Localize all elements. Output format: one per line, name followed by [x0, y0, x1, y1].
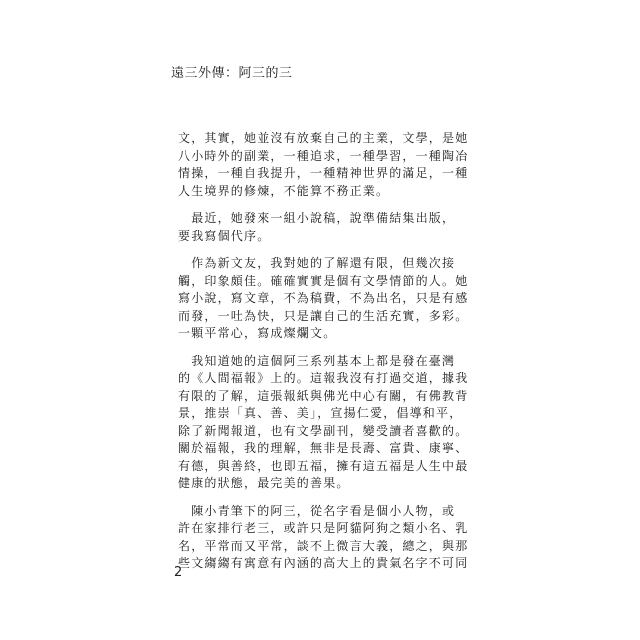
paragraph: [178, 130, 478, 200]
text-line: 有德，與善終，也即五福，擁有這五福是人生中最: [178, 458, 469, 473]
text-line: 陳小青筆下的阿三，從名字看是個小人物，或: [178, 503, 456, 518]
text-line: 最近，她發來一組小說稿，說準備結集出版，: [178, 211, 456, 225]
text-line: 觸，印象頗佳。確確實實是個有文學情節的人。她: [178, 273, 469, 288]
text-line: 一顆平常心，寫成燦爛文。: [178, 326, 337, 340]
text-line: 關於福報，我的理解，無非是長壽、富貴、康寧、: [178, 441, 469, 455]
running-head: 遠三外傳：阿三的三: [171, 66, 293, 81]
page-number: 2: [174, 565, 183, 580]
text-line: 名，平常而又平常，談不上微言大義，總之，與那: [178, 538, 469, 553]
text-line: 作為新文友，我對她的了解還有限，但幾次接: [178, 256, 456, 270]
paragraph: [178, 210, 478, 245]
text-line: 的《人間福報》上的。這報我沒有打過交道，據我: [178, 371, 469, 385]
text-line: 八小時外的副業，一種追求，一種學習，一種陶冶: [178, 148, 469, 163]
text-line: 有限的了解，這張報紙與佛光中心有關，有佛教背: [178, 388, 469, 403]
body-text: [178, 130, 478, 583]
text-line: 要我寫個代序。: [178, 228, 271, 243]
paragraph: [178, 255, 478, 343]
text-line: 除了新聞報道，也有文學副刊，變受讀者喜歡的。: [178, 423, 469, 438]
paragraph: [178, 503, 478, 573]
paragraph: [178, 353, 478, 493]
text-line: 我知道她的這個阿三系列基本上都是發在臺灣: [178, 353, 456, 368]
text-line: 許在家排行老三，或許只是阿貓阿狗之類小名、乳: [178, 521, 469, 535]
text-line: 情操，一種自我提升，一種精神世界的滿足，一種: [178, 166, 469, 180]
text-line: 景，推崇「真、善、美」，宣揚仁愛，倡導和平，: [178, 406, 463, 420]
text-line: 文，其實，她並沒有放棄自己的主業，文學，是她: [178, 131, 469, 145]
text-line: 而發，一吐為快，只是讓自己的生活充實，多彩。: [178, 308, 469, 323]
text-line: 些文縐縐有寓意有內涵的高大上的貴氣名字不可同: [178, 556, 469, 570]
text-line: 健康的狀態，最完美的善果。: [178, 476, 350, 490]
text-line: 人生境界的修煉，不能算不務正業。: [178, 183, 390, 198]
text-line: 寫小說，寫文章，不為稿費，不為出名，只是有感: [178, 291, 469, 305]
